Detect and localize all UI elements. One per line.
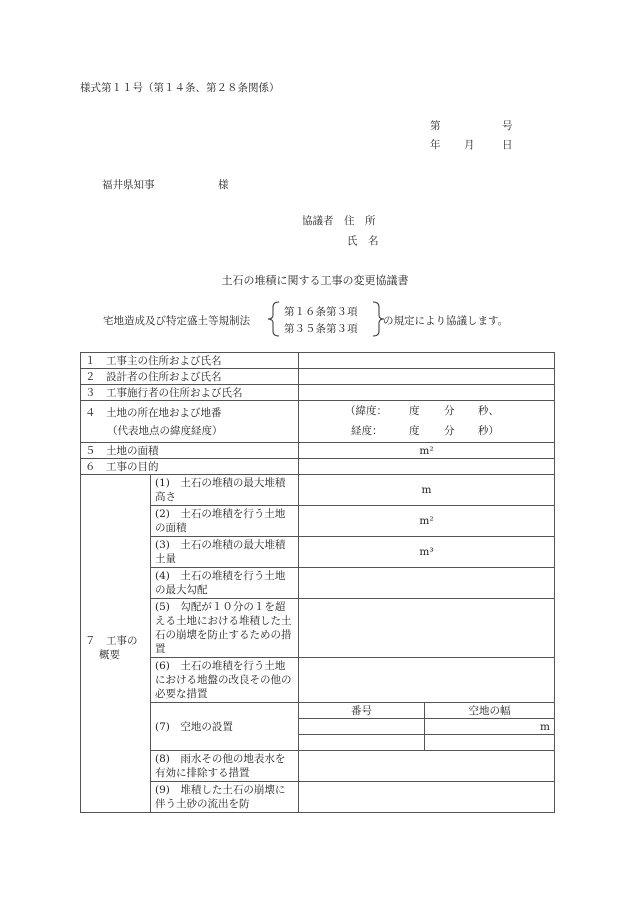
table-row [81, 369, 555, 385]
area-value-cell[interactable] [299, 443, 555, 459]
overview-item-2: (2) 土石の堆積を行う土地の面積 [151, 506, 299, 537]
deposit-area-unit: m² [419, 515, 434, 527]
table-row [81, 568, 555, 599]
overview-item-9: (9) 堆積した土石の崩壊に伴う土砂の流出を防 [151, 782, 299, 813]
location-label-line1: ４ 土地の所在地および地番 [85, 406, 222, 419]
contractor-value-cell[interactable] [299, 385, 555, 401]
overview-label-line2: 概要 [99, 648, 120, 661]
statement-clause-1: 第１６条第３項 [284, 306, 358, 318]
table-row [81, 401, 555, 443]
sediment-outflow-value-cell[interactable] [299, 782, 555, 813]
max-height-unit: m [421, 484, 432, 496]
location-coordinates-cell[interactable] [299, 401, 555, 443]
max-volume-value-cell[interactable] [299, 537, 555, 568]
table-row [81, 459, 555, 475]
owner-value-cell[interactable] [299, 353, 555, 369]
overview-item-4: (4) 土石の堆積を行う土地の最大勾配 [151, 568, 299, 599]
max-slope-value-cell[interactable] [299, 568, 555, 599]
longitude-minute-unit: 分 [444, 424, 455, 437]
overview-item-6: (6) 土石の堆積を行う土地における地盤の改良その他の必要な措置 [151, 658, 299, 703]
left-brace-icon [267, 301, 281, 337]
open-space-width-cell[interactable] [425, 719, 555, 735]
row-label-owner: １ 工事主の住所および氏名 [81, 353, 299, 369]
applicant-address-label: 協議者 住 所 [302, 215, 376, 227]
longitude-second-unit: 秒） [478, 424, 499, 437]
application-table [80, 352, 555, 813]
table-row [81, 658, 555, 703]
location-label-line2: （代表地点の緯度経度） [107, 424, 223, 437]
statement-law: 宅地造成及び特定盛土等規制法 [103, 315, 250, 327]
open-space-number-header: 番号 [299, 703, 425, 719]
date-month: 月 [464, 139, 475, 151]
statement-tail: の規定により協議します。 [383, 315, 509, 327]
doc-number-prefix: 第 [430, 120, 441, 132]
table-row [81, 475, 555, 506]
row-label-area: ５ 土地の面積 [81, 443, 299, 459]
ground-improvement-value-cell[interactable] [299, 658, 555, 703]
date-day: 日 [502, 139, 513, 151]
purpose-value-cell[interactable] [299, 459, 555, 475]
overview-item-7: (7) 空地の設置 [151, 703, 299, 751]
overview-item-1: (1) 土石の堆積の最大堆積高さ [151, 475, 299, 506]
applicant-name-label: 氏 名 [347, 235, 379, 247]
latitude-degree-unit: 度 [409, 404, 420, 417]
overview-label-line1: ７ 工事の [85, 634, 138, 647]
open-space-width-cell[interactable] [425, 735, 555, 751]
latitude-second-unit: 秒、 [478, 404, 499, 417]
table-row [81, 506, 555, 537]
open-space-number-cell[interactable] [299, 719, 425, 735]
statement-clause-2: 第３５条第３項 [284, 323, 358, 335]
document-title: 土石の堆積に関する工事の変更協議書 [221, 274, 409, 287]
row-label-contractor: ３ 工事施行者の住所および氏名 [81, 385, 299, 401]
table-row [81, 443, 555, 459]
row-label-designer: ２ 設計者の住所および氏名 [81, 369, 299, 385]
area-unit: m² [419, 444, 434, 457]
overview-item-5: (5) 勾配が１０分の１を超える土地における堆積した土石の崩壊を防止するための措置 [151, 599, 299, 658]
table-row [81, 703, 555, 719]
latitude-minute-unit: 分 [444, 404, 455, 417]
table-row [81, 782, 555, 813]
open-space-width-unit: m [540, 720, 550, 733]
addressee-honorific: 様 [218, 179, 229, 191]
row-label-location [81, 401, 299, 443]
doc-number-suffix: 号 [502, 120, 513, 132]
overview-item-8: (8) 雨水その他の地表水を有効に排除する措置 [151, 751, 299, 782]
row-label-overview [81, 475, 151, 813]
form-number: 様式第１１号（第１４条、第２８条関係） [80, 82, 280, 94]
collapse-prevention-value-cell[interactable] [299, 599, 555, 658]
date-year: 年 [430, 139, 441, 151]
max-height-value-cell[interactable] [299, 475, 555, 506]
table-row [81, 599, 555, 658]
longitude-degree-unit: 度 [409, 424, 420, 437]
latitude-label: （緯度： [345, 404, 387, 417]
table-row [81, 537, 555, 568]
table-row [81, 385, 555, 401]
deposit-area-value-cell[interactable] [299, 506, 555, 537]
table-row [81, 353, 555, 369]
longitude-label: 経度： [351, 424, 383, 437]
max-volume-unit: m³ [419, 546, 434, 558]
designer-value-cell[interactable] [299, 369, 555, 385]
table-row [81, 751, 555, 782]
open-space-width-header: 空地の幅 [425, 703, 555, 719]
addressee [102, 177, 229, 192]
open-space-number-cell[interactable] [299, 735, 425, 751]
addressee-name: 福井県知事 [102, 179, 155, 191]
row-label-purpose: ６ 工事の目的 [81, 459, 299, 475]
drainage-value-cell[interactable] [299, 751, 555, 782]
overview-item-3: (3) 土石の堆積の最大堆積土量 [151, 537, 299, 568]
